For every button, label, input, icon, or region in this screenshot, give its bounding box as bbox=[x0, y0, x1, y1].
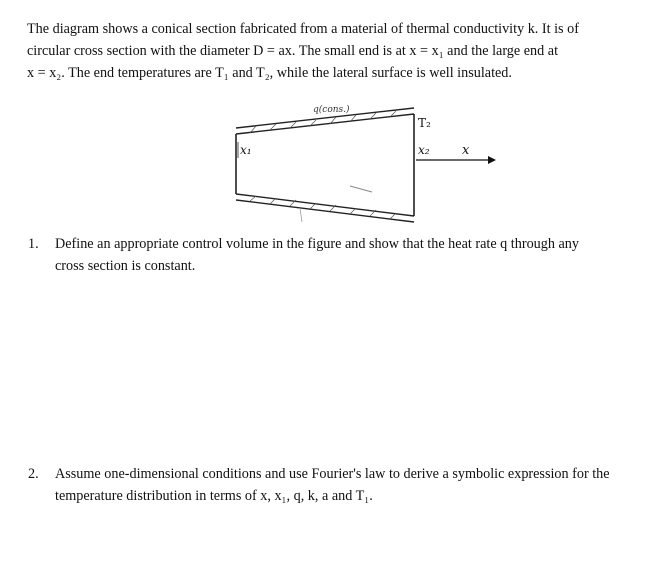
x-axis-arrowhead bbox=[488, 156, 496, 164]
label-x: x bbox=[462, 143, 470, 158]
question-1-line-1: Define an appropriate control volume in the figure and show that the heat rate q through any bbox=[55, 236, 579, 252]
intro-line-3: x = x₂. The end temperatures are T₁ and T₂, while the lateral surface is well insulated. bbox=[27, 65, 512, 81]
intro-line-2: circular cross section with the diameter D = ax. The small end is at x = x₁ and the large end at bbox=[27, 43, 559, 59]
conical-section-diagram bbox=[200, 96, 520, 226]
intro-line-1: The diagram shows a conical section fabricated from a material of thermal conductivity k. It is of bbox=[27, 21, 579, 37]
problem-statement bbox=[27, 18, 657, 84]
label-T2: T₂ bbox=[418, 116, 431, 130]
bottom-surface-outer bbox=[236, 200, 414, 222]
hand-sketch-mark-2 bbox=[300, 208, 302, 222]
question-2-number: 2. bbox=[28, 466, 39, 482]
insulation-hatching bbox=[250, 111, 396, 219]
hand-sketch-mark bbox=[350, 186, 372, 192]
cone-figure bbox=[200, 96, 520, 226]
question-1-number: 1. bbox=[28, 236, 39, 252]
label-x1: x₁ bbox=[240, 143, 252, 157]
question-1-line-2: cross section is constant. bbox=[55, 258, 196, 274]
question-2-line-2: temperature distribution in terms of x, x₁, q, k, a and T₁. bbox=[55, 488, 373, 504]
label-x2: x₂ bbox=[418, 143, 430, 157]
top-surface-inner bbox=[236, 114, 414, 134]
bottom-surface-inner bbox=[236, 194, 414, 216]
question-2-line-1: Assume one-dimensional conditions and use Fourier's law to derive a symbolic expression for the bbox=[55, 466, 610, 482]
label-q-const: q(cons.) bbox=[313, 105, 350, 115]
